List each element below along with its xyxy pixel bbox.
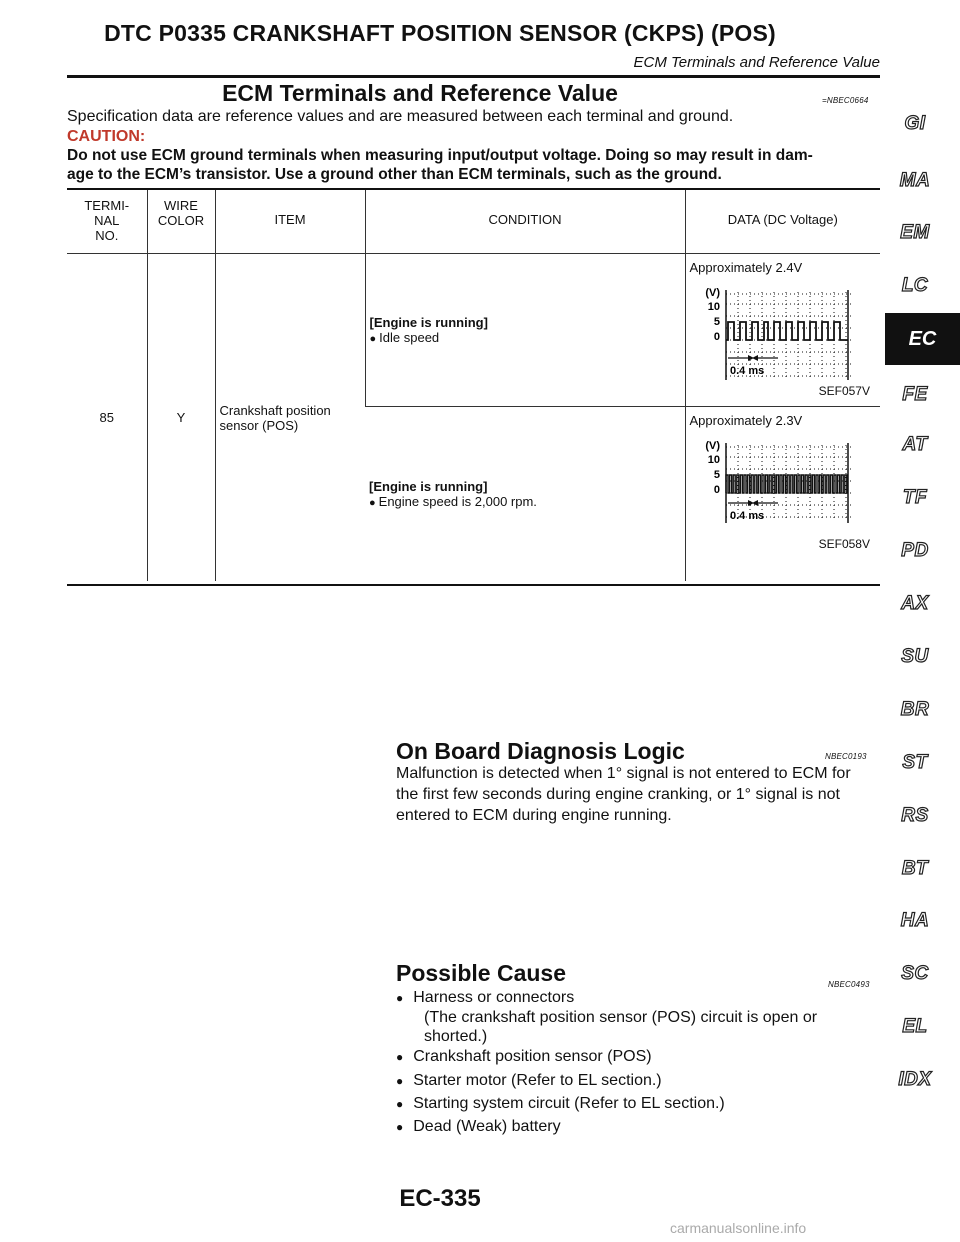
list-item [396, 1117, 561, 1137]
header-rule [67, 75, 880, 78]
scope-y5: 5 [713, 469, 720, 481]
footer-watermark: carmanualsonline.info [670, 1220, 807, 1236]
side-tab-lc[interactable]: LC [901, 275, 929, 296]
item-line-2: sensor (POS) [219, 417, 299, 433]
section-title-possible-cause: Possible Cause [396, 960, 567, 986]
col-header-item: ITEM [215, 190, 365, 254]
table-bottom-rule [67, 584, 880, 586]
bullet-icon: ● [396, 1050, 404, 1064]
page-number: EC-335 [399, 1185, 481, 1212]
side-tab-rs[interactable]: RS [901, 805, 929, 826]
side-tab-bt[interactable]: BT [901, 858, 929, 879]
terminal-number: 85 [99, 410, 114, 425]
cause-3: Starter motor (Refer to EL section.) [413, 1072, 662, 1089]
side-tab-ax[interactable]: AX [901, 593, 929, 614]
waveform-trace [726, 322, 848, 340]
side-tab-sc[interactable]: SC [901, 963, 929, 984]
obd-line-1: Malfunction is detected when 1° signal is not entered to ECM for [396, 765, 851, 782]
section-title-ecm-terminals: ECM Terminals and Reference Value [222, 80, 618, 106]
scope-unit: (V) [704, 440, 720, 452]
approx-voltage: Approximately 2.4V [689, 260, 803, 275]
bullet-icon: ● [369, 497, 376, 509]
condition-detail [369, 494, 681, 509]
condition-cell-idle [365, 254, 685, 407]
data-cell-2000rpm [685, 407, 880, 582]
col-header-data: DATA (DC Voltage) [685, 190, 880, 254]
col-header-condition: CONDITION [365, 190, 685, 254]
scope-unit: (V) [704, 287, 720, 299]
ecm-terminal-table [67, 190, 880, 581]
side-tab-fe[interactable]: FE [902, 384, 928, 405]
header-terminal-line1: TERMI- [84, 198, 130, 213]
side-tab-at[interactable]: AT [902, 434, 928, 455]
scope-y10: 10 [707, 301, 720, 313]
bullet-icon: ● [396, 1074, 404, 1088]
side-tab-br[interactable]: BR [900, 699, 930, 720]
condition-title: [Engine is running] [369, 315, 488, 330]
caution-line-1: Do not use ECM ground terminals when measuring input/output voltage. Doing so may result in dam- [67, 147, 813, 164]
figure-caption: SEF057V [818, 384, 870, 398]
obd-line-3: entered to ECM during engine running. [396, 807, 672, 824]
side-tab-gi[interactable]: GI [904, 113, 926, 134]
cause-1-line-2: (The crankshaft position sensor (POS) circuit is open or [424, 1009, 818, 1026]
side-tab-ec-active[interactable]: EC [885, 313, 960, 365]
section-code-obd: NBEC0193 [825, 752, 867, 761]
condition-detail-text: Idle speed [379, 330, 440, 345]
scope-y0: 0 [713, 484, 720, 496]
col-header-terminal [67, 190, 147, 254]
side-tab-su[interactable]: SU [901, 646, 929, 667]
page-header-subtitle: ECM Terminals and Reference Value [633, 54, 880, 71]
cause-4: Starting system circuit (Refer to EL section.) [413, 1095, 725, 1112]
cause-2: Crankshaft position sensor (POS) [413, 1048, 652, 1065]
page-header-title: DTC P0335 CRANKSHAFT POSITION SENSOR (CKPS) (POS) [104, 20, 776, 46]
caution-label: CAUTION: [67, 128, 146, 145]
spec-text: Specification data are reference values and are measured between each terminal and ground. [67, 108, 734, 125]
scope-y5: 5 [713, 316, 720, 328]
cause-1-line-3: shorted.) [424, 1028, 488, 1045]
section-code-ecm: =NBEC0664 [822, 96, 869, 105]
condition-title: [Engine is running] [369, 479, 488, 494]
oscilloscope-waveform-idle [686, 282, 856, 382]
table-header-row [67, 190, 880, 254]
condition-detail-text: Engine speed is 2,000 rpm. [378, 494, 537, 509]
waveform-trace [726, 475, 848, 493]
side-tab-em[interactable]: EM [900, 222, 930, 243]
header-wire-line1: WIRE [164, 198, 198, 213]
condition-cell-2000rpm [365, 407, 685, 582]
col-header-wire [147, 190, 215, 254]
scope-y10: 10 [707, 454, 720, 466]
scope-time: 0.4 ms [729, 510, 764, 522]
scope-y0: 0 [713, 331, 720, 343]
cause-1-line-1: Harness or connectors [413, 989, 575, 1006]
cause-5: Dead (Weak) battery [413, 1118, 561, 1135]
scope-time: 0.4 ms [729, 365, 764, 377]
bullet-icon: ● [369, 333, 377, 345]
side-tab-ma[interactable]: MA [899, 170, 931, 191]
item-cell [215, 254, 365, 582]
bullet-icon: ● [396, 1097, 404, 1111]
data-cell-idle [685, 254, 880, 407]
oscilloscope-waveform-2000rpm [686, 435, 856, 535]
table-row [67, 254, 880, 407]
wire-color: Y [147, 254, 215, 582]
section-code-cause: NBEC0493 [828, 980, 870, 989]
list-item [396, 1094, 725, 1114]
header-terminal-line3: NO. [95, 228, 119, 243]
bullet-icon: ● [396, 991, 404, 1005]
side-tab-pd[interactable]: PD [901, 540, 929, 561]
list-item [396, 1071, 662, 1091]
section-title-obd-logic: On Board Diagnosis Logic [396, 738, 685, 764]
side-tab-ha[interactable]: HA [900, 910, 930, 931]
figure-caption: SEF058V [818, 537, 870, 551]
side-tab-st[interactable]: ST [902, 752, 928, 773]
bullet-icon: ● [396, 1120, 404, 1134]
item-line-1: Crankshaft position [219, 402, 331, 418]
header-wire-line2: COLOR [157, 213, 205, 228]
list-item [396, 988, 574, 1008]
condition-detail [370, 330, 681, 345]
list-item [396, 1047, 652, 1067]
caution-line-2: age to the ECM’s transistor. Use a ground other than ECM terminals, such as the ground. [67, 166, 722, 183]
obd-line-2: the first few seconds during engine cranking, or 1° signal is not [396, 786, 840, 803]
header-terminal-line2: NAL [94, 213, 120, 228]
side-tab-tf[interactable]: TF [902, 487, 928, 508]
side-tab-idx[interactable]: IDX [898, 1069, 932, 1090]
side-tab-el[interactable]: EL [902, 1016, 928, 1037]
approx-voltage: Approximately 2.3V [689, 413, 803, 428]
